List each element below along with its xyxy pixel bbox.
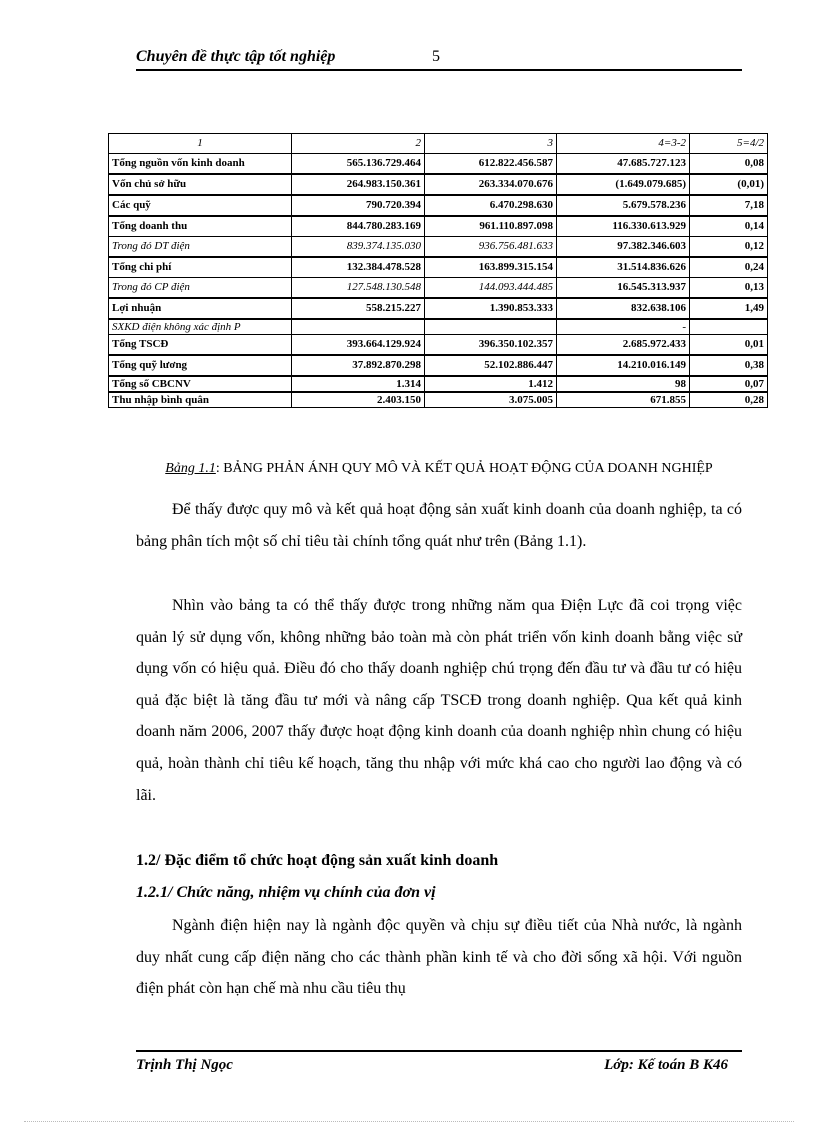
table-cell: 961.110.897.098 xyxy=(425,216,557,237)
column-header: 1 xyxy=(109,134,292,154)
table-cell: 132.384.478.528 xyxy=(292,257,425,278)
table-cell: 47.685.727.123 xyxy=(557,154,690,175)
row-label: Tổng chi phí xyxy=(109,257,292,278)
table-row xyxy=(109,195,768,216)
column-header: 4=3-2 xyxy=(557,134,690,154)
row-label: Thu nhập bình quân xyxy=(109,392,292,408)
table-row xyxy=(109,392,768,408)
row-label: SXKD điện không xác định P xyxy=(109,319,292,335)
table-cell: 396.350.102.357 xyxy=(425,335,557,356)
caption-label: Bảng 1.1 xyxy=(165,461,216,476)
column-header: 2 xyxy=(292,134,425,154)
table-cell: 1,49 xyxy=(690,298,768,319)
header-rule xyxy=(136,69,742,71)
table-cell: 97.382.346.603 xyxy=(557,237,690,258)
header-title: Chuyên đề thực tập tốt nghiệp xyxy=(136,48,336,65)
table-cell: 0,07 xyxy=(690,376,768,392)
table-row xyxy=(109,335,768,356)
table-cell: (0,01) xyxy=(690,174,768,195)
table-cell: 0,28 xyxy=(690,392,768,408)
footer-author: Trịnh Thị Ngọc xyxy=(136,1057,233,1073)
table-cell: 565.136.729.464 xyxy=(292,154,425,175)
row-label: Trong đó DT điện xyxy=(109,237,292,258)
table-cell: 558.215.227 xyxy=(292,298,425,319)
row-label: Tổng quỹ lương xyxy=(109,355,292,376)
column-header: 5=4/2 xyxy=(690,134,768,154)
subsection-heading: 1.2.1/ Chức năng, nhiệm vụ chính của đơn vị xyxy=(136,884,436,901)
table-cell: (1.649.079.685) xyxy=(557,174,690,195)
table-cell: 16.545.313.937 xyxy=(557,278,690,299)
table-cell: 0,01 xyxy=(690,335,768,356)
table-cell: 0,13 xyxy=(690,278,768,299)
table-cell xyxy=(425,319,557,335)
table-cell: 936.756.481.633 xyxy=(425,237,557,258)
table-cell: 14.210.016.149 xyxy=(557,355,690,376)
table-row xyxy=(109,278,768,299)
table-cell: 2.403.150 xyxy=(292,392,425,408)
table-row xyxy=(109,257,768,278)
table-cell: 6.470.298.630 xyxy=(425,195,557,216)
page-number: 5 xyxy=(432,48,440,65)
table-cell: 127.548.130.548 xyxy=(292,278,425,299)
table-cell: 671.855 xyxy=(557,392,690,408)
section-heading: 1.2/ Đặc điểm tổ chức hoạt động sản xuất kinh doanh xyxy=(136,852,499,869)
table-cell: 263.334.070.676 xyxy=(425,174,557,195)
table-header-row xyxy=(109,134,768,154)
caption-text: : BẢNG PHẢN ÁNH QUY MÔ VÀ KẾT QUẢ HOẠT ĐỘNG CỦA DOANH NGHIỆP xyxy=(215,461,713,476)
table-cell: 98 xyxy=(557,376,690,392)
row-label: Tổng nguồn vốn kinh doanh xyxy=(109,154,292,175)
table-cell: 3.075.005 xyxy=(425,392,557,408)
row-label: Tổng TSCĐ xyxy=(109,335,292,356)
table-cell: 1.412 xyxy=(425,376,557,392)
row-label: Trong đó CP điện xyxy=(109,278,292,299)
table-cell: 31.514.836.626 xyxy=(557,257,690,278)
table-cell: 832.638.106 xyxy=(557,298,690,319)
table-caption xyxy=(136,460,742,478)
table-cell: 839.374.135.030 xyxy=(292,237,425,258)
table-cell: 790.720.394 xyxy=(292,195,425,216)
column-header: 3 xyxy=(425,134,557,154)
table-cell: 1.314 xyxy=(292,376,425,392)
table-cell: 163.899.315.154 xyxy=(425,257,557,278)
row-label: Lợi nhuận xyxy=(109,298,292,319)
row-label: Vốn chủ sở hữu xyxy=(109,174,292,195)
table-row xyxy=(109,216,768,237)
footer-rule xyxy=(136,1050,742,1052)
table-cell: 37.892.870.298 xyxy=(292,355,425,376)
table-row xyxy=(109,298,768,319)
table-cell: 844.780.283.169 xyxy=(292,216,425,237)
table-cell: 393.664.129.924 xyxy=(292,335,425,356)
table-row xyxy=(109,174,768,195)
paragraph-2: Nhìn vào bảng ta có thể thấy được trong những năm qua Điện Lực đã coi trọng việc quản lý sử dụng vốn, không những bảo toàn mà còn phát triển vốn kinh doanh bằng việc sử dụng vốn có hiệu quả. Điều đó cho thấy doanh nghiệp chú trọng đến đầu tư và đầu tư có hiệu quả đặc biệt là tăng đầu tư mới và nâng cấp TSCĐ trong doanh nghiệp. Qua kết quả kinh doanh năm 2006, 2007 thấy được hoạt động kinh doanh của doanh nghiệp nhìn chung có hiệu quả, hoàn thành chỉ tiêu kế hoạch, tăng thu nhập với mức khá cao cho người lao động và có lãi. xyxy=(136,597,742,804)
table-cell: 612.822.456.587 xyxy=(425,154,557,175)
table-cell: 1.390.853.333 xyxy=(425,298,557,319)
table-cell: 2.685.972.433 xyxy=(557,335,690,356)
table-row xyxy=(109,376,768,392)
row-label: Tổng doanh thu xyxy=(109,216,292,237)
table-row xyxy=(109,237,768,258)
footer-class: Lớp: Kế toán B K46 xyxy=(604,1057,728,1073)
table-cell: 0,14 xyxy=(690,216,768,237)
row-label: Tổng số CBCNV xyxy=(109,376,292,392)
table-cell: 264.983.150.361 xyxy=(292,174,425,195)
table-cell: 0,12 xyxy=(690,237,768,258)
financial-table xyxy=(108,133,768,408)
table-cell xyxy=(690,319,768,335)
paragraph-3: Ngành điện hiện nay là ngành độc quyền và chịu sự điều tiết của Nhà nước, là ngành duy nhất cung cấp điện năng cho các thành phần kinh tế và cho đời sống xã hội. Với nguồn điện phát còn hạn chế mà nhu cầu tiêu thụ xyxy=(136,917,742,998)
table-cell: - xyxy=(557,319,690,335)
table-cell xyxy=(292,319,425,335)
table-cell: 52.102.886.447 xyxy=(425,355,557,376)
table-cell: 7,18 xyxy=(690,195,768,216)
table-row xyxy=(109,154,768,175)
page-edge xyxy=(24,1121,794,1122)
table-row xyxy=(109,319,768,335)
table-cell: 0,38 xyxy=(690,355,768,376)
table-cell: 144.093.444.485 xyxy=(425,278,557,299)
table-cell: 0,08 xyxy=(690,154,768,175)
row-label: Các quỹ xyxy=(109,195,292,216)
table-cell: 0,24 xyxy=(690,257,768,278)
table-row xyxy=(109,355,768,376)
table-cell: 5.679.578.236 xyxy=(557,195,690,216)
paragraph-1: Để thấy được quy mô và kết quả hoạt động sản xuất kinh doanh của doanh nghiệp, ta có bảng phân tích một số chỉ tiêu tài chính tổng quát như trên (Bảng 1.1). xyxy=(136,501,742,550)
table-cell: 116.330.613.929 xyxy=(557,216,690,237)
